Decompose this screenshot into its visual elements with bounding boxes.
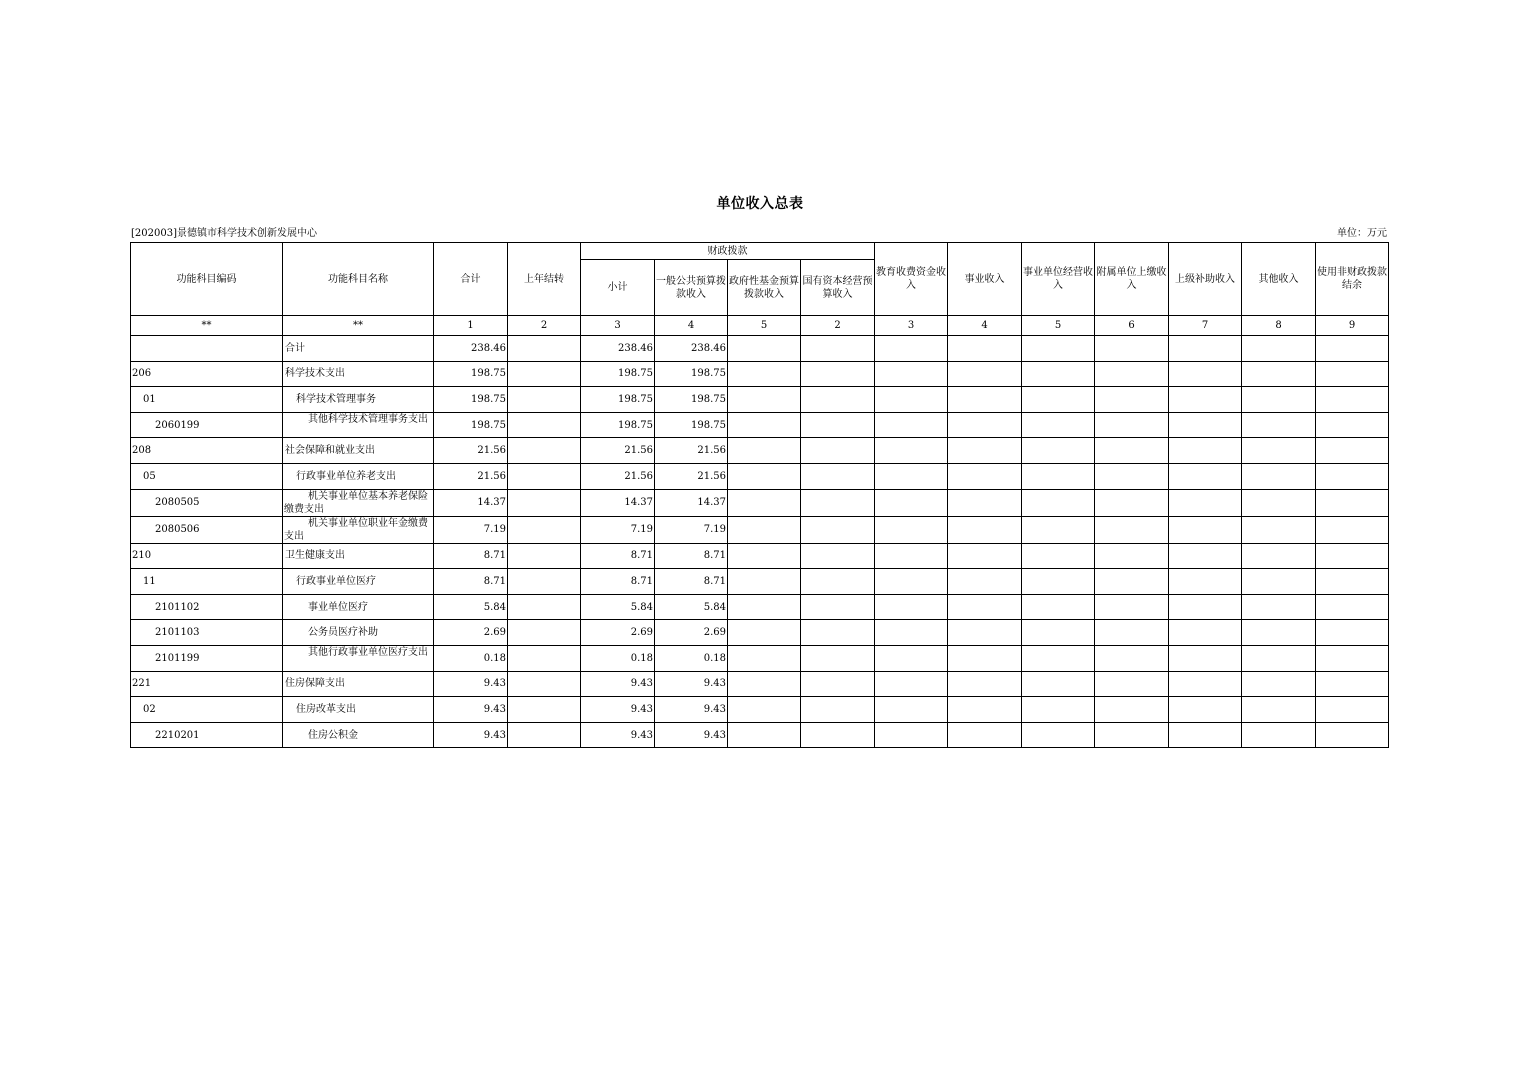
row-name-cell: 事业单位医疗 (283, 594, 434, 620)
row-affiliated-cell (1095, 569, 1169, 595)
row-code-cell: 11 (131, 569, 283, 595)
row-code-cell: 2080506 (131, 516, 283, 543)
row-general-cell: 9.43 (655, 697, 728, 723)
row-operating-cell (1022, 722, 1095, 748)
row-carry-cell (508, 336, 581, 362)
column-number-cell: 6 (1095, 316, 1169, 336)
table-row (131, 645, 1389, 671)
row-non-fiscal-cell (1316, 361, 1389, 387)
row-operating-cell (1022, 516, 1095, 543)
column-number-cell: 8 (1242, 316, 1316, 336)
row-state-capital-cell (801, 438, 875, 464)
row-carry-cell (508, 412, 581, 438)
row-total-cell: 5.84 (434, 594, 508, 620)
row-name-cell: 机关事业单位基本养老保险缴费支出 (283, 489, 434, 516)
row-total-cell: 21.56 (434, 463, 508, 489)
row-total-cell: 21.56 (434, 438, 508, 464)
row-business-cell (948, 463, 1022, 489)
row-gov-fund-cell (728, 412, 801, 438)
row-business-cell (948, 569, 1022, 595)
row-other-cell (1242, 412, 1316, 438)
row-business-cell (948, 543, 1022, 569)
column-number-cell: 1 (434, 316, 508, 336)
row-non-fiscal-cell (1316, 489, 1389, 516)
row-affiliated-cell (1095, 489, 1169, 516)
row-carry-cell (508, 516, 581, 543)
row-gov-fund-cell (728, 463, 801, 489)
row-general-cell: 9.43 (655, 722, 728, 748)
header-state-capital: 国有资本经营预算收入 (801, 260, 875, 316)
row-gov-fund-cell (728, 620, 801, 646)
row-subtotal-cell: 14.37 (581, 489, 655, 516)
row-general-cell: 9.43 (655, 671, 728, 697)
row-edu-fee-cell (875, 489, 948, 516)
row-superior-cell (1169, 336, 1242, 362)
row-total-cell: 238.46 (434, 336, 508, 362)
row-name-cell: 卫生健康支出 (283, 543, 434, 569)
row-gov-fund-cell (728, 336, 801, 362)
row-code-cell: 05 (131, 463, 283, 489)
row-operating-cell (1022, 645, 1095, 671)
row-non-fiscal-cell (1316, 412, 1389, 438)
row-name-cell: 合计 (283, 336, 434, 362)
row-general-cell: 238.46 (655, 336, 728, 362)
column-number-cell: 5 (728, 316, 801, 336)
row-business-cell (948, 489, 1022, 516)
row-gov-fund-cell (728, 645, 801, 671)
row-total-cell: 8.71 (434, 543, 508, 569)
row-operating-cell (1022, 569, 1095, 595)
row-other-cell (1242, 516, 1316, 543)
table-row (131, 594, 1389, 620)
row-edu-fee-cell (875, 463, 948, 489)
row-affiliated-cell (1095, 412, 1169, 438)
row-affiliated-cell (1095, 463, 1169, 489)
column-number-cell: 2 (801, 316, 875, 336)
row-other-cell (1242, 543, 1316, 569)
row-operating-cell (1022, 438, 1095, 464)
row-operating-cell (1022, 594, 1095, 620)
row-superior-cell (1169, 361, 1242, 387)
row-affiliated-cell (1095, 361, 1169, 387)
column-number-cell: 3 (875, 316, 948, 336)
row-edu-fee-cell (875, 543, 948, 569)
row-general-cell: 0.18 (655, 645, 728, 671)
row-gov-fund-cell (728, 697, 801, 723)
row-other-cell (1242, 722, 1316, 748)
row-non-fiscal-cell (1316, 697, 1389, 723)
table-row (131, 463, 1389, 489)
row-edu-fee-cell (875, 697, 948, 723)
table-row (131, 412, 1389, 438)
row-gov-fund-cell (728, 722, 801, 748)
table-row (131, 671, 1389, 697)
row-carry-cell (508, 463, 581, 489)
row-general-cell: 198.75 (655, 361, 728, 387)
row-other-cell (1242, 438, 1316, 464)
row-subtotal-cell: 198.75 (581, 387, 655, 413)
header-fiscal-group: 财政拨款 (581, 243, 875, 260)
row-subtotal-cell: 0.18 (581, 645, 655, 671)
row-total-cell: 14.37 (434, 489, 508, 516)
row-total-cell: 9.43 (434, 671, 508, 697)
row-subtotal-cell: 2.69 (581, 620, 655, 646)
row-carry-cell (508, 543, 581, 569)
row-name-cell: 其他行政事业单位医疗支出 (283, 645, 434, 671)
row-superior-cell (1169, 620, 1242, 646)
row-state-capital-cell (801, 594, 875, 620)
row-business-cell (948, 645, 1022, 671)
row-code-cell: 2101103 (131, 620, 283, 646)
row-non-fiscal-cell (1316, 594, 1389, 620)
row-state-capital-cell (801, 412, 875, 438)
column-number-cell: 3 (581, 316, 655, 336)
header-gov-fund: 政府性基金预算拨款收入 (728, 260, 801, 316)
row-operating-cell (1022, 463, 1095, 489)
row-total-cell: 198.75 (434, 361, 508, 387)
row-subtotal-cell: 21.56 (581, 463, 655, 489)
row-non-fiscal-cell (1316, 438, 1389, 464)
income-summary-table (130, 242, 1389, 748)
table-row (131, 722, 1389, 748)
row-code-cell: 2101199 (131, 645, 283, 671)
table-body (131, 336, 1389, 748)
row-state-capital-cell (801, 336, 875, 362)
row-state-capital-cell (801, 671, 875, 697)
row-business-cell (948, 594, 1022, 620)
row-other-cell (1242, 671, 1316, 697)
header-general-budget: 一般公共预算拨款收入 (655, 260, 728, 316)
row-gov-fund-cell (728, 489, 801, 516)
row-name-cell: 公务员医疗补助 (283, 620, 434, 646)
table-row (131, 697, 1389, 723)
row-name-cell: 住房保障支出 (283, 671, 434, 697)
report-title: 单位收入总表 (716, 196, 804, 212)
row-total-cell: 2.69 (434, 620, 508, 646)
row-other-cell (1242, 489, 1316, 516)
column-number-cell: 7 (1169, 316, 1242, 336)
row-carry-cell (508, 387, 581, 413)
unit-label: 单位：万元 (1337, 228, 1387, 239)
row-code-cell: 208 (131, 438, 283, 464)
row-general-cell: 2.69 (655, 620, 728, 646)
row-gov-fund-cell (728, 438, 801, 464)
row-general-cell: 8.71 (655, 543, 728, 569)
column-number-cell: 2 (508, 316, 581, 336)
row-general-cell: 8.71 (655, 569, 728, 595)
row-general-cell: 198.75 (655, 387, 728, 413)
row-name-cell: 行政事业单位医疗 (283, 569, 434, 595)
row-non-fiscal-cell (1316, 387, 1389, 413)
column-number-cell: ** (283, 316, 434, 336)
row-business-cell (948, 336, 1022, 362)
row-business-cell (948, 412, 1022, 438)
row-carry-cell (508, 645, 581, 671)
row-gov-fund-cell (728, 594, 801, 620)
row-superior-cell (1169, 387, 1242, 413)
row-code-cell: 01 (131, 387, 283, 413)
row-gov-fund-cell (728, 387, 801, 413)
row-edu-fee-cell (875, 722, 948, 748)
row-name-cell: 科学技术支出 (283, 361, 434, 387)
row-code-cell: 2080505 (131, 489, 283, 516)
row-other-cell (1242, 387, 1316, 413)
row-operating-cell (1022, 412, 1095, 438)
header-other-income: 其他收入 (1242, 243, 1316, 316)
header-name: 功能科目名称 (283, 243, 434, 316)
row-general-cell: 198.75 (655, 412, 728, 438)
header-carry-over: 上年结转 (508, 243, 581, 316)
row-superior-cell (1169, 722, 1242, 748)
table-row (131, 569, 1389, 595)
row-code-cell: 2210201 (131, 722, 283, 748)
header-subtotal: 小计 (581, 260, 655, 316)
column-number-cell: 9 (1316, 316, 1389, 336)
row-affiliated-cell (1095, 620, 1169, 646)
row-affiliated-cell (1095, 671, 1169, 697)
row-edu-fee-cell (875, 594, 948, 620)
row-non-fiscal-cell (1316, 645, 1389, 671)
row-edu-fee-cell (875, 569, 948, 595)
row-gov-fund-cell (728, 671, 801, 697)
row-gov-fund-cell (728, 569, 801, 595)
header-non-fiscal-balance: 使用非财政拨款结余 (1316, 243, 1389, 316)
row-superior-cell (1169, 489, 1242, 516)
row-affiliated-cell (1095, 336, 1169, 362)
row-edu-fee-cell (875, 516, 948, 543)
row-affiliated-cell (1095, 594, 1169, 620)
table-row (131, 620, 1389, 646)
row-gov-fund-cell (728, 361, 801, 387)
row-superior-cell (1169, 543, 1242, 569)
row-state-capital-cell (801, 361, 875, 387)
row-general-cell: 21.56 (655, 438, 728, 464)
row-subtotal-cell: 238.46 (581, 336, 655, 362)
row-general-cell: 21.56 (655, 463, 728, 489)
row-business-cell (948, 361, 1022, 387)
row-operating-cell (1022, 489, 1095, 516)
row-superior-cell (1169, 697, 1242, 723)
row-total-cell: 9.43 (434, 697, 508, 723)
row-subtotal-cell: 5.84 (581, 594, 655, 620)
row-name-cell: 行政事业单位养老支出 (283, 463, 434, 489)
row-name-cell: 科学技术管理事务 (283, 387, 434, 413)
row-general-cell: 14.37 (655, 489, 728, 516)
row-carry-cell (508, 438, 581, 464)
row-non-fiscal-cell (1316, 463, 1389, 489)
row-carry-cell (508, 671, 581, 697)
row-carry-cell (508, 722, 581, 748)
header-affiliated-income: 附属单位上缴收入 (1095, 243, 1169, 316)
row-general-cell: 5.84 (655, 594, 728, 620)
row-affiliated-cell (1095, 722, 1169, 748)
row-superior-cell (1169, 645, 1242, 671)
row-subtotal-cell: 9.43 (581, 671, 655, 697)
row-carry-cell (508, 569, 581, 595)
row-operating-cell (1022, 620, 1095, 646)
column-number-cell: 4 (655, 316, 728, 336)
row-other-cell (1242, 336, 1316, 362)
row-carry-cell (508, 620, 581, 646)
row-operating-cell (1022, 697, 1095, 723)
row-business-cell (948, 387, 1022, 413)
row-affiliated-cell (1095, 543, 1169, 569)
row-code-cell: 2101102 (131, 594, 283, 620)
row-subtotal-cell: 198.75 (581, 361, 655, 387)
row-non-fiscal-cell (1316, 620, 1389, 646)
row-state-capital-cell (801, 387, 875, 413)
row-name-cell: 社会保障和就业支出 (283, 438, 434, 464)
row-code-cell: 206 (131, 361, 283, 387)
row-code-cell (131, 336, 283, 362)
row-operating-cell (1022, 543, 1095, 569)
row-state-capital-cell (801, 620, 875, 646)
row-code-cell: 210 (131, 543, 283, 569)
row-carry-cell (508, 489, 581, 516)
row-carry-cell (508, 697, 581, 723)
row-carry-cell (508, 361, 581, 387)
row-state-capital-cell (801, 697, 875, 723)
row-superior-cell (1169, 569, 1242, 595)
row-name-cell: 其他科学技术管理事务支出 (283, 412, 434, 438)
header-edu-fee: 教育收费资金收入 (875, 243, 948, 316)
row-subtotal-cell: 9.43 (581, 697, 655, 723)
row-subtotal-cell: 9.43 (581, 722, 655, 748)
row-affiliated-cell (1095, 438, 1169, 464)
row-superior-cell (1169, 463, 1242, 489)
row-non-fiscal-cell (1316, 543, 1389, 569)
row-other-cell (1242, 361, 1316, 387)
row-other-cell (1242, 463, 1316, 489)
row-affiliated-cell (1095, 516, 1169, 543)
row-non-fiscal-cell (1316, 336, 1389, 362)
row-business-cell (948, 516, 1022, 543)
row-operating-cell (1022, 361, 1095, 387)
organization-label: [202003]景德镇市科学技术创新发展中心 (131, 228, 317, 239)
header-superior-subsidy: 上级补助收入 (1169, 243, 1242, 316)
row-edu-fee-cell (875, 671, 948, 697)
table-row (131, 489, 1389, 516)
row-carry-cell (508, 594, 581, 620)
row-name-cell: 住房公积金 (283, 722, 434, 748)
row-edu-fee-cell (875, 438, 948, 464)
row-non-fiscal-cell (1316, 569, 1389, 595)
row-operating-cell (1022, 387, 1095, 413)
row-other-cell (1242, 569, 1316, 595)
row-subtotal-cell: 198.75 (581, 412, 655, 438)
row-total-cell: 0.18 (434, 645, 508, 671)
row-edu-fee-cell (875, 645, 948, 671)
row-subtotal-cell: 8.71 (581, 543, 655, 569)
table-row (131, 438, 1389, 464)
row-operating-cell (1022, 336, 1095, 362)
row-subtotal-cell: 8.71 (581, 569, 655, 595)
row-state-capital-cell (801, 722, 875, 748)
row-other-cell (1242, 594, 1316, 620)
row-other-cell (1242, 645, 1316, 671)
row-state-capital-cell (801, 489, 875, 516)
row-edu-fee-cell (875, 620, 948, 646)
row-subtotal-cell: 21.56 (581, 438, 655, 464)
row-edu-fee-cell (875, 336, 948, 362)
row-non-fiscal-cell (1316, 671, 1389, 697)
column-number-cell: ** (131, 316, 283, 336)
row-affiliated-cell (1095, 697, 1169, 723)
row-superior-cell (1169, 594, 1242, 620)
header-total: 合计 (434, 243, 508, 316)
table-row (131, 543, 1389, 569)
row-gov-fund-cell (728, 543, 801, 569)
row-affiliated-cell (1095, 387, 1169, 413)
row-business-cell (948, 671, 1022, 697)
row-affiliated-cell (1095, 645, 1169, 671)
row-code-cell: 221 (131, 671, 283, 697)
column-number-row (131, 316, 1389, 336)
table-row (131, 387, 1389, 413)
row-other-cell (1242, 697, 1316, 723)
row-business-cell (948, 697, 1022, 723)
row-total-cell: 8.71 (434, 569, 508, 595)
row-superior-cell (1169, 412, 1242, 438)
row-code-cell: 02 (131, 697, 283, 723)
table-row (131, 336, 1389, 362)
row-name-cell: 机关事业单位职业年金缴费支出 (283, 516, 434, 543)
row-business-cell (948, 722, 1022, 748)
row-state-capital-cell (801, 463, 875, 489)
row-business-cell (948, 620, 1022, 646)
row-gov-fund-cell (728, 516, 801, 543)
row-other-cell (1242, 620, 1316, 646)
row-name-cell: 住房改革支出 (283, 697, 434, 723)
row-superior-cell (1169, 438, 1242, 464)
row-edu-fee-cell (875, 387, 948, 413)
row-state-capital-cell (801, 516, 875, 543)
row-non-fiscal-cell (1316, 722, 1389, 748)
row-superior-cell (1169, 516, 1242, 543)
row-total-cell: 198.75 (434, 412, 508, 438)
row-total-cell: 198.75 (434, 387, 508, 413)
row-edu-fee-cell (875, 361, 948, 387)
row-edu-fee-cell (875, 412, 948, 438)
row-superior-cell (1169, 671, 1242, 697)
row-operating-cell (1022, 671, 1095, 697)
row-business-cell (948, 438, 1022, 464)
row-total-cell: 7.19 (434, 516, 508, 543)
header-business-income: 事业收入 (948, 243, 1022, 316)
row-subtotal-cell: 7.19 (581, 516, 655, 543)
row-general-cell: 7.19 (655, 516, 728, 543)
row-code-cell: 2060199 (131, 412, 283, 438)
row-state-capital-cell (801, 645, 875, 671)
row-state-capital-cell (801, 569, 875, 595)
row-state-capital-cell (801, 543, 875, 569)
header-operating-income: 事业单位经营收入 (1022, 243, 1095, 316)
header-code: 功能科目编码 (131, 243, 283, 316)
column-number-cell: 5 (1022, 316, 1095, 336)
table-row (131, 361, 1389, 387)
column-number-cell: 4 (948, 316, 1022, 336)
table-row (131, 516, 1389, 543)
row-total-cell: 9.43 (434, 722, 508, 748)
row-non-fiscal-cell (1316, 516, 1389, 543)
